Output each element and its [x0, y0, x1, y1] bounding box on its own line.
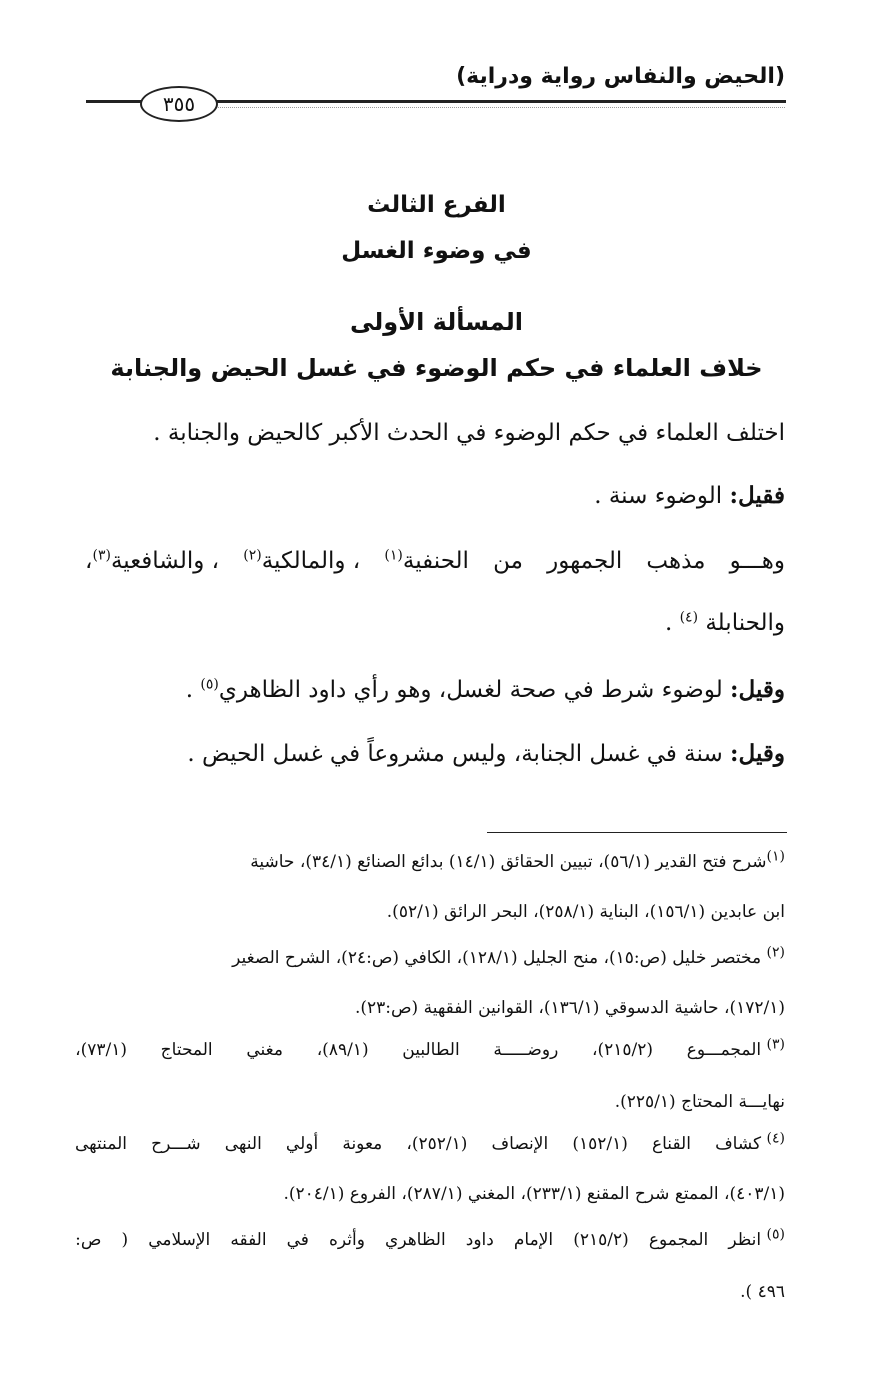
period: . [664, 610, 673, 636]
footnote-word: (٢٥٢/١)، [406, 1134, 468, 1154]
footnote-3-line-1 [75, 1036, 785, 1060]
running-header-title: (الحيض والنفاس رواية ودراية) [456, 64, 785, 89]
issue-topic-heading: خلاف العلماء في حكم الوضوء في غسل الحيض والجنابة [110, 354, 763, 382]
footnote-word: داود [465, 1230, 494, 1250]
hanafi-label: الحنفية [402, 548, 469, 574]
footnote-word: (٨٩/١)، [316, 1040, 369, 1060]
footnote-word: ( [121, 1230, 129, 1250]
footnote-word: المحتاج [160, 1040, 213, 1060]
majority-word: الجمهور [547, 548, 623, 574]
page-number: ٣٥٥ [140, 86, 218, 122]
footnote-5-marker: (٥) [766, 1226, 785, 1243]
footnote-word: المجموع [648, 1230, 709, 1250]
majority-word: وهـــو [729, 548, 785, 574]
footnote-word: المنتهى [75, 1134, 127, 1154]
period: . [185, 677, 194, 703]
footnote-1-marker: (١) [766, 848, 785, 865]
branch-topic-heading: في وضوء الغسل [341, 238, 532, 264]
branch-heading: الفرع الثالث [367, 192, 506, 218]
footnote-word: انظر [728, 1230, 762, 1250]
hanbali-line [665, 610, 785, 636]
footnote-3-head [686, 1036, 785, 1060]
footnote-5-head [728, 1226, 785, 1250]
footnote-4-head [715, 1130, 785, 1154]
opinion-3-text: سنة في غسل الجنابة، وليس مشروعاً في غسل الحيض . [187, 741, 723, 767]
opinion-1-label: فقيل: [729, 482, 785, 509]
header-dotted-rule [210, 107, 785, 108]
footnote-word: الإنصاف [491, 1134, 549, 1154]
footnote-word: الطالبين [402, 1040, 460, 1060]
footnote-2-line-1 [75, 944, 785, 968]
footnote-word: مغني [246, 1040, 283, 1060]
footnote-word: الإسلامي [148, 1230, 211, 1250]
footnote-separator [487, 832, 787, 833]
footnote-word: أولي [285, 1134, 319, 1154]
footnote-word: (٢١٥/٢) [573, 1230, 629, 1250]
footnote-word: الفقه [230, 1230, 267, 1250]
footnote-word: كشاف [715, 1134, 762, 1154]
hanbali-label: والحنابلة [705, 610, 785, 636]
footnote-1-line-2: ابن عابدين (١٥٦/١)، البناية (٢٥٨/١)، البحر الرائق (٥٢/١). [386, 902, 785, 922]
footnote-marker-5[interactable]: (٥) [200, 676, 219, 693]
shafii-label: ، والشافعية [110, 548, 220, 574]
shafii-ref [85, 548, 219, 574]
footnote-word: (٢١٥/٢)، [591, 1040, 654, 1060]
hanafi-ref [384, 548, 469, 574]
footnote-word: ص: [75, 1230, 102, 1250]
footnote-4-line-1 [75, 1130, 785, 1154]
footnote-4-line-2: (٤٠٣/١)، الممتع شرح المقنع (٢٣٣/١)، المغني (٢٨٧/١)، الفروع (٢٠٤/١). [283, 1184, 785, 1204]
intro-paragraph: اختلف العلماء في حكم الوضوء في الحدث الأكبر كالحيض والجنابة . [153, 420, 785, 446]
footnote-word: المجمـــوع [686, 1040, 762, 1060]
footnote-word: النهى [224, 1134, 262, 1154]
opinion-2-text: لوضوء شرط في صحة لغسل، وهو رأي داود الظاهري [218, 677, 723, 703]
footnote-3-line-2: نهايـــة المحتاج (٢٢٥/١). [614, 1092, 785, 1112]
footnote-marker-4[interactable]: (٤) [679, 609, 699, 626]
footnote-word: روضـــــة [493, 1040, 559, 1060]
majority-line [85, 548, 785, 574]
footnote-2-line-2: (١٧٢/١)، حاشية الدسوقي (١٣٦/١)، القوانين الفقهية (ص:٢٣). [354, 998, 785, 1018]
majority-word: مذهب [646, 548, 706, 574]
footnote-3-marker: (٣) [766, 1036, 785, 1053]
footnote-2-marker: (٢) [766, 944, 785, 961]
footnote-word: (١٥٢/١) [572, 1134, 628, 1154]
footnote-word: معونة [342, 1134, 383, 1154]
footnote-marker-3[interactable]: (٣) [92, 547, 111, 564]
footnote-word: شـــرح [151, 1134, 201, 1154]
footnote-1-text: شرح فتح القدير (٥٦/١)، تبيين الحقائق (١٤/١) بدائع الصنائع (٣٤/١)، حاشية [250, 852, 767, 872]
footnote-word: في [286, 1230, 309, 1250]
majority-word: من [493, 548, 523, 574]
opinion-3-label: وقيل: [730, 740, 785, 767]
opinion-3 [187, 740, 785, 767]
opinion-1-text: الوضوء سنة . [594, 483, 723, 509]
issue-heading: المسألة الأولى [350, 308, 523, 336]
opinion-2-label: وقيل: [730, 676, 785, 703]
footnote-1-line-1 [75, 848, 785, 872]
footnote-word: (٧٣/١)، [75, 1040, 127, 1060]
maliki-ref [243, 548, 360, 574]
footnote-marker-2[interactable]: (٢) [243, 547, 262, 564]
footnote-marker-1[interactable]: (١) [384, 547, 403, 564]
footnote-word: وأثره [329, 1230, 365, 1250]
maliki-label: ، والمالكية [261, 548, 361, 574]
comma: ، [85, 548, 93, 574]
footnote-5-line-2: ٤٩٦ ). [740, 1282, 785, 1302]
footnote-5-line-1 [75, 1226, 785, 1250]
opinion-2 [186, 676, 785, 703]
footnote-word: القناع [651, 1134, 691, 1154]
opinion-1 [594, 482, 785, 509]
footnote-word: الظاهري [385, 1230, 446, 1250]
footnote-word: الإمام [513, 1230, 554, 1250]
footnote-2-text: مختصر خليل (ص:١٥)، منح الجليل (١٢٨/١)، الكافي (ص:٢٤)، الشرح الصغير [232, 948, 762, 968]
footnote-4-marker: (٤) [766, 1130, 785, 1147]
